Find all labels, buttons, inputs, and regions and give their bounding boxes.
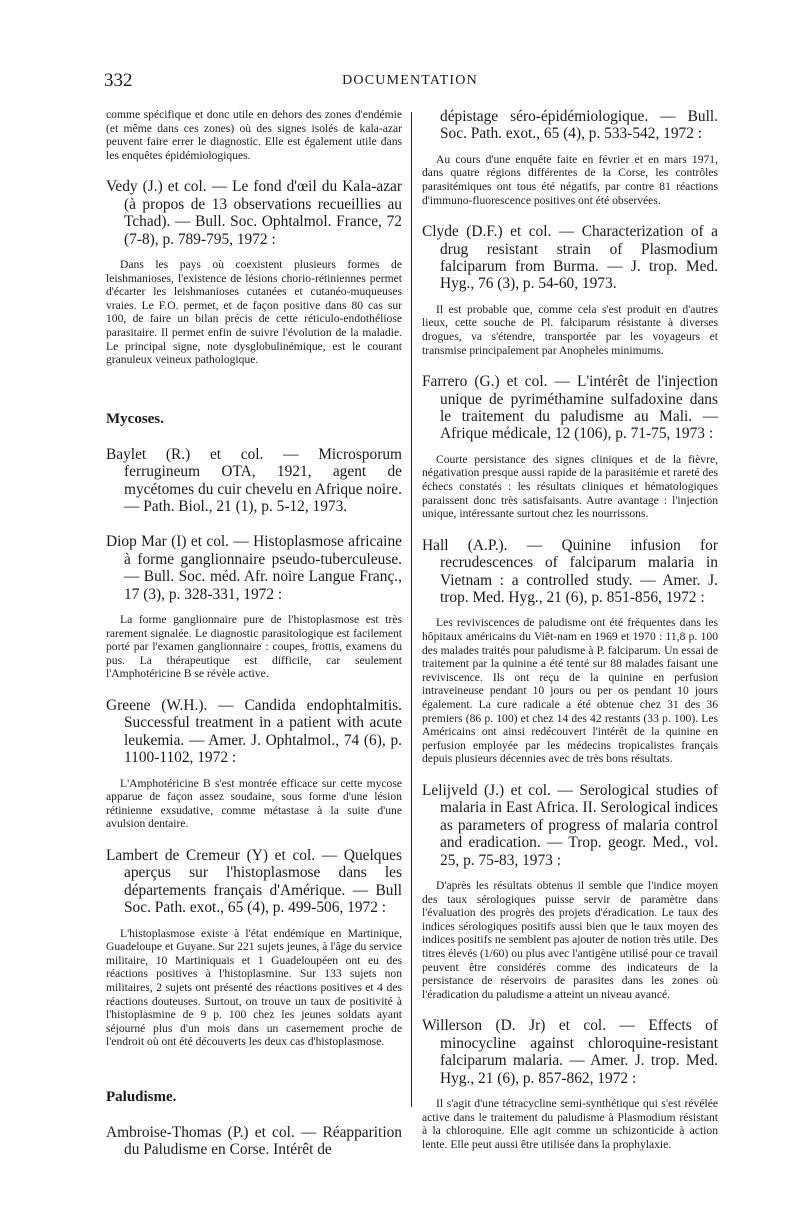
abstract-clyde: Il est probable que, comme cela s'est produit en d'autres lieux, cette souche de Pl. falciparum résistante à diverses drogues, va s'étendre, transportée par les voyageurs et transmise principalement par Anopheles minimums.: [422, 302, 718, 357]
abstract-willerson: Il s'agit d'une tétracycline semi-synthétique qui s'est révélée active dans le traitement du paludisme à Plasmodium résistant à la chloroquine. Elle agit comme un schizonticide à action lente. Elle peut aussi être utilisée dans la prophylaxie.: [422, 1096, 718, 1151]
page-number: 332: [104, 70, 133, 91]
reference-lambert: Lambert de Cremeur (Y) et col. — Quelques aperçus sur l'histoplasmose dans les départements français d'Amérique. — Bull Soc. Path. exot., 65 (4), p. 499-506, 1972 :: [106, 846, 402, 917]
abstract-lambert: L'histoplasmose existe à l'état endémique en Martinique, Guadeloupe et Guyane. Sur 221 sujets jeunes, à l'âge du service militaire, 10 Martiniquais et 1 Guadeloupéen ont eu des réactions positives à l'histoplasmine. Sur 133 sujets non militaires, 2 sujets ont présenté des réactions positives et 4 des réactions douteuses. Surtout, on trouve un taux de positivité à l'histoplasmine de 9 p. 100 chez les jeunes soldats ayant séjourné plus d'un mois dans un casernement proche de l'endroit où ont été découverts les deux cas d'histoplasmose.: [106, 926, 402, 1049]
abstract-lelijveld: D'après les résultats obtenus il semble que l'indice moyen des taux sérologiques puisse servir de paramètre dans l'évaluation des progrès des projets d'éradication. Le taux des indices sérologiques positifs aussi bien que le taux moyen des indices positifs ne semblent pas ajouter de notion très utile. Des titres élevés (1/60) ou plus avec l'antigène utilisé pour ce travail peuvent être considérés comme des indicateurs de la persistance de réservoirs de parasites dans les zones où l'éradication du paludisme a atteint un niveau avancé.: [422, 878, 718, 1001]
abstract-vedy: Dans les pays où coexistent plusieurs formes de leishmanioses, l'existence de lésions chorio-rétiniennes permet d'écarter les leishmanioses cutanées et cutanéo-muqueuses vraies. Le F.O. permet, et de façon positive dans 80 cas sur 100, de faire un bilan précis de cette réticulo-endothéliose parasitaire. Il permet enfin de suivre l'évolution de la maladie. Le principal signe, note dysglobulinémique, est le courant granuleux veineux pathologique.: [106, 258, 402, 367]
abstract-hall: Les reviviscences de paludisme ont été fréquentes dans les hôpitaux américains du Viêt-nam en 1969 et 1970 : 11,8 p. 100 des malades traités pour paludisme à P. falciparum. Un essai de traitement par la quinine a été tenté sur 88 malades faisant une reviviscence. Ils ont reçu de la quinine en perfusion intraveineuse pendant 10 jours ou per os pendant 10 jours également. La cure radicale a été obtenue chez 31 des 36 premiers (86 p. 100) et chez 14 des 42 restants (33 p. 100). Les Américains ont ainsi redécouvert l'intérêt de la quinine en perfusion employée par les médecins tropicalistes français depuis plusieurs décennies avec de très bons résultats.: [422, 616, 718, 766]
reference-diop: Diop Mar (I) et col. — Histoplasmose africaine à forme ganglionnaire pseudo-tuberculeuse. — Bull. Soc. méd. Afr. noire Langue Franç., 17 (3), p. 328-331, 1972 :: [106, 533, 402, 603]
running-head: DOCUMENTATION: [342, 73, 478, 88]
abstract-diop: La forme ganglionnaire pure de l'histoplasmose est très rarement signalée. Le diagnostic parasitologique est facilement porté par l'examen ganglionnaire : coupes, frottis, examens du pus. La thérapeutique est difficile, car seulement l'Amphotéricine B se révèle active.: [106, 613, 402, 681]
right-column: [422, 108, 718, 1151]
reference-baylet: Baylet (R.) et col. — Microsporum ferrugineum OTA, 1921, agent de mycétomes du cuir chevelu en Afrique noire. — Path. Biol., 21 (1), p. 5-12, 1973.: [106, 445, 402, 515]
reference-clyde: Clyde (D.F.) et col. — Characterization of a drug resistant strain of Plasmodium falciparum from Burma. — J. trop. Med. Hyg., 76 (3), p. 54-60, 1973.: [422, 223, 718, 293]
section-heading-paludisme: Paludisme.: [106, 1088, 177, 1105]
page-header: [104, 70, 716, 94]
abstract-ambroise: Au cours d'une enquête faite en février et en mars 1971, dans quatre régions différentes de la Corse, les contrôles parasitémiques ont tous été négatifs, par contre 81 réactions d'immuno-fluorescence positives ont été observées.: [422, 152, 718, 207]
reference-vedy: Vedy (J.) et col. — Le fond d'œil du Kala-azar (à propos de 13 observations recueillies au Tchad). — Bull. Soc. Ophtalmol. France, 72 (7-8), p. 789-795, 1972 :: [106, 178, 402, 248]
abstract-farrero: Courte persistance des signes cliniques et de la fièvre, négativation presque aussi rapide de la parasitémie et rareté des échecs constatés : les résultats cliniques et hématologiques paraissent donc très satisfaisants. Autre avantage : l'injection unique, intéressante surtout chez les nourrissons.: [422, 452, 718, 521]
reference-ambroise-continued: dépistage séro-épidémiologique. — Bull. Soc. Path. exot., 65 (4), p. 533-542, 1972 :: [440, 108, 718, 143]
reference-ambroise: Ambroise-Thomas (P.) et col. — Réapparition du Paludisme en Corse. Intérêt de: [106, 1123, 402, 1159]
reference-willerson: Willerson (D. Jr) et col. — Effects of minocycline against chloroquine-resistant falciparum malaria. — Amer. J. trop. Med. Hyg., 21 (6), p. 857-862, 1972 :: [422, 1017, 718, 1087]
reference-greene: Greene (W.H.). — Candida endophtalmitis. Successful treatment in a patient with acute leukemia. — Amer. J. Ophtalmol., 74 (6), p. 1100-1102, 1972 :: [106, 696, 402, 767]
column-divider: [411, 112, 412, 1107]
left-column: [106, 108, 402, 1169]
reference-farrero: Farrero (G.) et col. — L'intérêt de l'injection unique de pyriméthamine sulfadoxine dans le traitement du paludisme au Mali. — Afrique médicale, 12 (106), p. 71-75, 1973 :: [422, 373, 718, 443]
reference-hall: Hall (A.P.). — Quinine infusion for recrudescences of falciparum malaria in Vietnam : a controlled study. — Amer. J. trop. Med. Hyg., 21 (6), p. 851-856, 1972 :: [422, 536, 718, 606]
intro-text: comme spécifique et donc utile en dehors des zones d'endémie (et même dans ces zones) où des signes isolés de kala-azar peuvent faire errer le diagnostic. Elle est également utile dans les enquêtes épidémiologiques.: [106, 108, 402, 162]
section-heading-mycoses: Mycoses.: [106, 410, 164, 427]
abstract-greene: L'Amphotéricine B s'est montrée efficace sur cette mycose apparue de façon assez soudaine, sous forme d'une lésion rétinienne exsudative, comme métastase à la suite d'une avulsion dentaire.: [106, 776, 402, 831]
reference-lelijveld: Lelijveld (J.) et col. — Serological studies of malaria in East Africa. II. Serological indices as parameters of progress of malaria control and eradication. — Trop. geogr. Med., vol. 25, p. 75-83, 1973 :: [422, 781, 718, 869]
